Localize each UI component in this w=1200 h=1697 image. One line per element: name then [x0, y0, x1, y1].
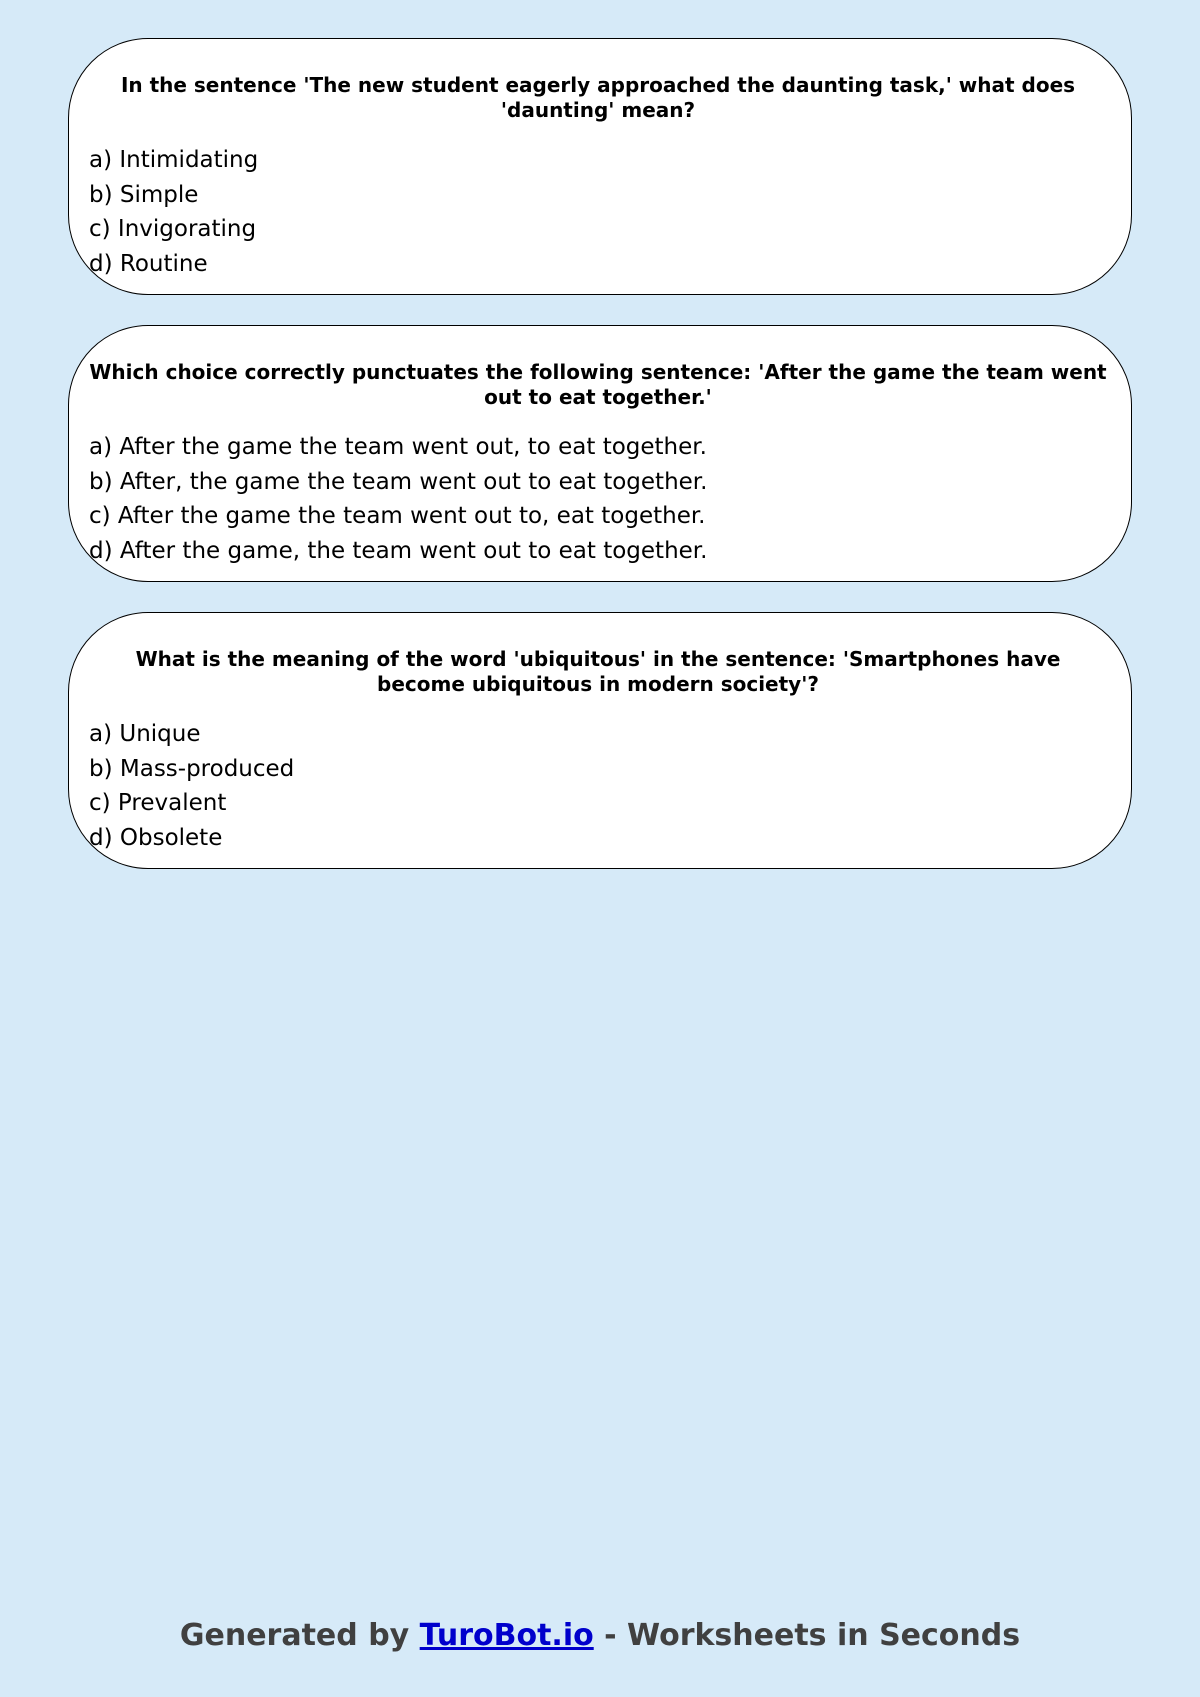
- answer-options: [89, 430, 1107, 568]
- option-b: b) Mass-produced: [89, 755, 295, 782]
- option-c: c) Prevalent: [89, 790, 227, 816]
- option-a: a) Intimidating: [89, 147, 259, 173]
- footer-prefix: Generated by: [179, 1618, 420, 1653]
- question-card-2: [68, 325, 1132, 582]
- question-text: In the sentence 'The new student eagerly approached the daunting task,' what does 'daunting' mean?: [120, 73, 1076, 122]
- option-d: d) Routine: [89, 250, 208, 277]
- question-text: What is the meaning of the word 'ubiquitous' in the sentence: 'Smartphones have become ubiquitous in modern society'?: [135, 647, 1061, 696]
- option-d: d) After the game, the team went out to eat together.: [89, 537, 708, 564]
- question-list: [68, 38, 1132, 899]
- answer-options: [89, 143, 1107, 281]
- option-a: a) After the game the team went out, to eat together.: [89, 434, 707, 460]
- question-text: Which choice correctly punctuates the following sentence: 'After the game the team went out to eat together.': [89, 360, 1107, 409]
- option-a: a) Unique: [89, 721, 201, 747]
- footer-suffix: - Worksheets in Seconds: [593, 1618, 1021, 1653]
- option-c: c) After the game the team went out to, eat together.: [89, 503, 706, 529]
- question-card-3: [68, 612, 1132, 869]
- option-b: b) Simple: [89, 181, 199, 208]
- option-c: c) Invigorating: [89, 216, 257, 242]
- answer-options: [89, 717, 1107, 855]
- question-card-1: [68, 38, 1132, 295]
- option-b: b) After, the game the team went out to eat together.: [89, 468, 708, 495]
- option-d: d) Obsolete: [89, 824, 223, 851]
- turobot-link[interactable]: TuroBot.io: [419, 1618, 594, 1653]
- footer-credit: [0, 1616, 1200, 1656]
